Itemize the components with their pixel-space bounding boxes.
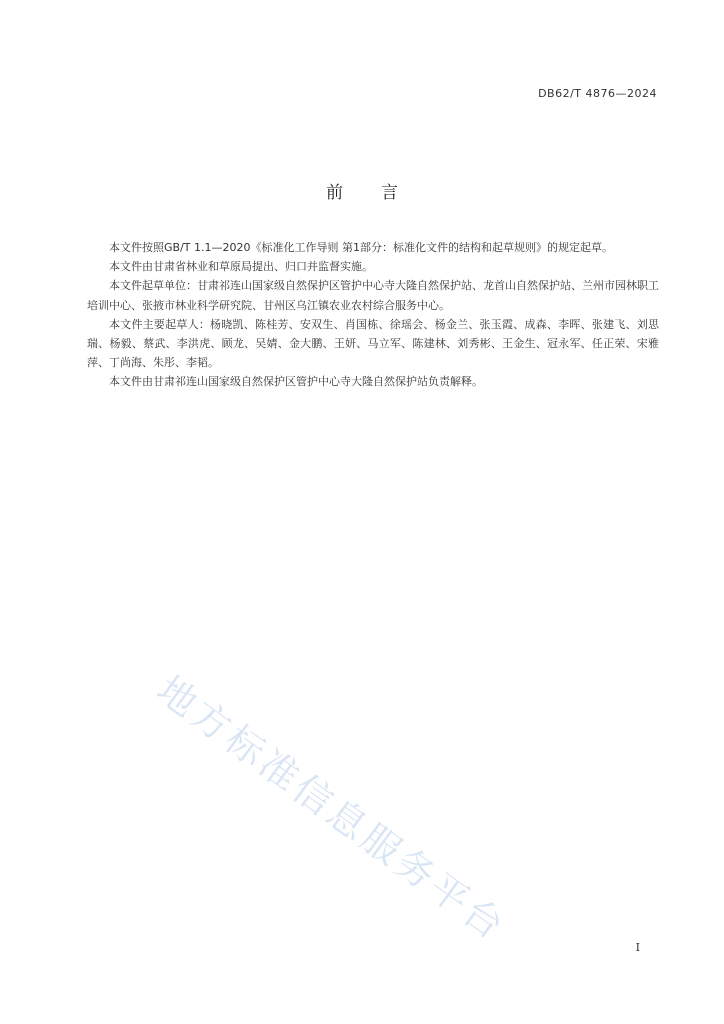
page-number: I bbox=[635, 941, 640, 954]
paragraph-drafters: 本文件主要起草人：杨晓凯、陈桂芳、安双生、肖国栋、徐瑶会、杨金兰、张玉霞、成森、李晖、张建飞、刘思瑞、杨毅、蔡武、李洪虎、顾龙、吴婧、金大鹏、王妍、马立军、陈建林、刘秀彬、王金生、冠永军、任正荣、宋雅萍、丁尚海、朱彤、李韬。 bbox=[87, 317, 659, 370]
paragraph-interpretation: 本文件由甘肃祁连山国家级自然保护区管护中心寺大隆自然保护站负责解释。 bbox=[109, 375, 483, 389]
paragraph-drafting-rules: 本文件按照GB/T 1.1—2020《标准化工作导则 第1部分：标准化文件的结构和起草规则》的规定起草。 bbox=[109, 241, 613, 254]
paragraph-drafting-units: 本文件起草单位：甘肃祁连山国家级自然保护区管护中心寺大隆自然保护站、龙首山自然保护站、兰州市园林职工培训中心、张掖市林业科学研究院、甘州区乌江镇农业农村综合服务中心。 bbox=[87, 279, 659, 312]
document-body bbox=[87, 238, 659, 392]
watermark: 地方标准信息服务平台 bbox=[148, 667, 515, 950]
paragraph-proposer: 本文件由甘肃省林业和草原局提出、归口并监督实施。 bbox=[109, 260, 373, 274]
page-title: 前言 bbox=[326, 183, 436, 203]
document-code: DB62/T 4876—2024 bbox=[538, 87, 657, 100]
